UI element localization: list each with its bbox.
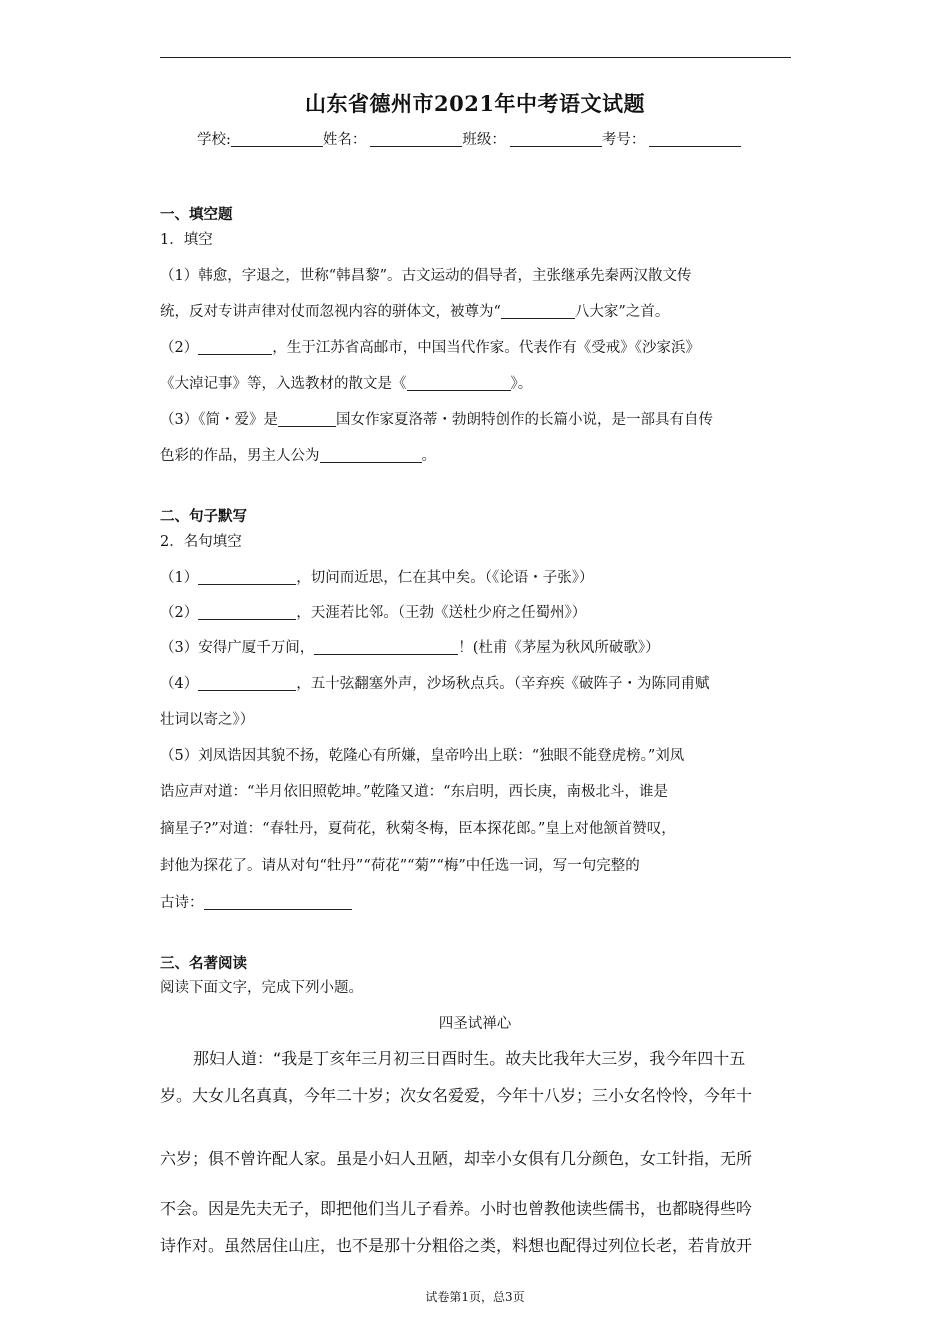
school-blank[interactable] bbox=[231, 131, 323, 147]
name-blank[interactable] bbox=[370, 131, 462, 147]
name-label: 姓名： bbox=[322, 132, 367, 148]
question-instruction: 阅读下面文字，完成下列小题。 bbox=[160, 980, 363, 996]
text-span: ，生于江苏省高邮市，中国当代作家。代表作有《受戒》《沙家浜》 bbox=[272, 340, 700, 356]
paragraph-line bbox=[160, 672, 709, 693]
section-heading: 三、名著阅读 bbox=[160, 955, 247, 972]
paragraph-line: 封他为探花了。请从对句“牡丹”“荷花”“菊”“梅”中任选一词，写一句完整的 bbox=[160, 858, 640, 874]
paragraph-line: 摘星子?”对道：“春牡丹，夏荷花，秋菊冬梅，臣本探花郎。”皇上对他颔首赞叹， bbox=[160, 821, 676, 837]
paragraph-line bbox=[160, 601, 586, 622]
text-span: 》。 bbox=[510, 376, 533, 392]
passage-line: 不会。因是先夫无子，即把他们当儿子看养。小时也曾教他读些儒书，也都晓得些吟 bbox=[160, 1199, 753, 1218]
text-span: （2） bbox=[160, 340, 199, 356]
text-span: （3）安得广厦千万间， bbox=[160, 640, 315, 656]
text-span: 。 bbox=[421, 448, 436, 464]
answer-blank[interactable] bbox=[198, 569, 296, 585]
paragraph-line bbox=[160, 566, 593, 587]
student-info-line bbox=[197, 128, 741, 149]
answer-blank[interactable] bbox=[198, 604, 296, 620]
answer-blank[interactable] bbox=[204, 894, 352, 910]
answer-blank[interactable] bbox=[501, 303, 575, 319]
paragraph-line bbox=[160, 372, 532, 393]
question-title: 1．填空 bbox=[160, 232, 213, 248]
text-span: 色彩的作品，男主人公为 bbox=[160, 448, 320, 464]
paragraph-line bbox=[160, 408, 713, 429]
text-span: ，五十弦翻塞外声，沙场秋点兵。（辛弃疾《破阵子・为陈同甫赋 bbox=[296, 676, 710, 692]
paragraph-line: （1）韩愈，字退之，世称“韩昌黎”。古文运动的倡导者，主张继承先秦两汉散文传 bbox=[160, 268, 692, 284]
answer-blank[interactable] bbox=[198, 339, 272, 355]
text-span: 古诗： bbox=[160, 895, 204, 911]
answer-blank[interactable] bbox=[198, 675, 296, 691]
answer-blank[interactable] bbox=[314, 639, 458, 655]
page-title: 山东省德州市2021年中考语文试题 bbox=[305, 91, 645, 116]
paragraph-line bbox=[160, 300, 669, 321]
text-span: ，天涯若比邻。（王勃《送杜少府之任蜀州》） bbox=[296, 605, 587, 621]
exam-no-blank[interactable] bbox=[649, 131, 741, 147]
class-blank[interactable] bbox=[510, 131, 602, 147]
text-span: 《大淖记事》等，入选教材的散文是《 bbox=[160, 376, 407, 392]
paragraph-line: 诰应声对道：“半月依旧照乾坤。”乾隆又道：“东启明，西长庚，南极北斗，谁是 bbox=[160, 784, 668, 800]
answer-blank[interactable] bbox=[278, 411, 336, 427]
class-label: 班级： bbox=[462, 132, 506, 148]
text-span: ！(杜甫《茅屋为秋风所破歌》） bbox=[458, 640, 660, 656]
paragraph-line bbox=[160, 891, 352, 912]
text-span: 统，反对专讲声律对仗而忽视内容的骈体文，被尊为“ bbox=[160, 304, 501, 320]
text-span: 国女作家夏洛蒂・勃朗特创作的长篇小说，是一部具有自传 bbox=[335, 412, 713, 428]
paragraph-line: （5）刘凤诰因其貌不扬，乾隆心有所嫌，皇帝吟出上联：“独眼不能登虎榜。”刘凤 bbox=[160, 748, 685, 764]
passage-line: 岁。大女儿名真真，今年二十岁；次女名爱爱，今年十八岁；三小女名怜怜，今年十 bbox=[160, 1086, 753, 1105]
text-span: 八大家”之首。 bbox=[574, 304, 670, 320]
text-span: ，切问而近思，仁在其中矣。（《论语・子张》） bbox=[296, 570, 594, 586]
passage-line: 那妇人道：“我是丁亥年三月初三日酉时生。故夫比我年大三岁，我今年四十五 bbox=[193, 1049, 746, 1068]
section-heading: 二、句子默写 bbox=[160, 508, 247, 525]
section-heading: 一、填空题 bbox=[160, 206, 233, 223]
paragraph-line bbox=[160, 336, 700, 357]
text-span: （1） bbox=[160, 570, 199, 586]
text-span: （3）《简・爱》是 bbox=[160, 412, 278, 428]
text-span: （4） bbox=[160, 676, 199, 692]
paragraph-line bbox=[160, 636, 660, 657]
paragraph-line bbox=[160, 444, 436, 465]
question-title: 2．名句填空 bbox=[160, 534, 242, 550]
passage-title: 四圣试禅心 bbox=[438, 1016, 512, 1032]
top-rule bbox=[160, 57, 791, 58]
passage-line: 六岁；俱不曾许配人家。虽是小妇人丑陋，却幸小女俱有几分颜色，女工针指，无所 bbox=[160, 1149, 753, 1168]
answer-blank[interactable] bbox=[320, 447, 422, 463]
answer-blank[interactable] bbox=[407, 375, 511, 391]
passage-line: 诗作对。虽然居住山庄，也不是那十分粗俗之类，料想也配得过列位长老，若肯放开 bbox=[160, 1236, 753, 1255]
page-footer: 试卷第1页，总3页 bbox=[425, 1290, 525, 1304]
school-label: 学校: bbox=[197, 132, 231, 148]
exam-no-label: 考号： bbox=[601, 132, 646, 148]
paragraph-line: 壮词以寄之》） bbox=[160, 712, 255, 728]
text-span: （2） bbox=[160, 605, 199, 621]
